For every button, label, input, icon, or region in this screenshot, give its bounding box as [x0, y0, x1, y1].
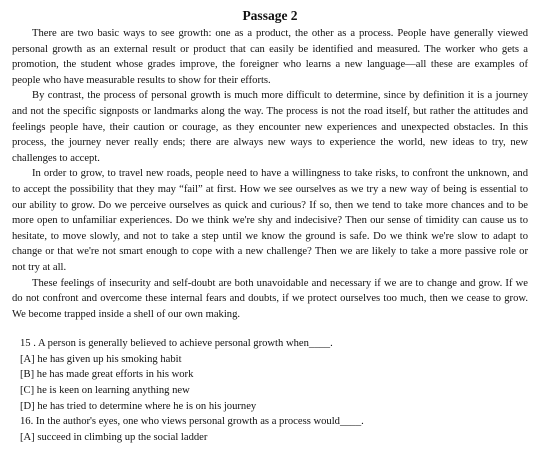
paragraph: There are two basic ways to see growth: one as a product, the other as a process. People have generally viewed personal growth as an external result or product that can easily be identified and measured. The worker who gets a promotion, the student whose grades improve, the foreigner who learns a new language—all these are examples of people who have measurable results to show for their efforts.: [12, 28, 528, 86]
paragraph: In order to grow, to travel new roads, people need to have a willingness to take risks, to confront the unknown, and to accept the possibility that they may “fail” at first. How we see ourselves as we try a new way of being is essential to our ability to grow. Do we perceive ourselves as quick and curious? If so, then we tend to take more chances and to be more open to unfamiliar experiences. Do we think we're shy and indecisive? Then our sense of timidity can cause us to hesitate, to move slowly, and not to take a step until we know the ground is safe. Do we think we're slow to adapt to change or that we're not smart enough to cope with a new challenge? Then we are likely to take a more passive role or not try at all.: [12, 168, 528, 273]
passage-title: Passage 2: [242, 8, 298, 23]
passage-body: [12, 26, 528, 322]
question-16-stem: 16. In the author's eyes, one who views personal growth as a process would____.: [20, 416, 364, 428]
question-16-option-a[interactable]: [A] succeed in climbing up the social ladder: [20, 431, 208, 443]
question-list: [12, 336, 528, 445]
question-15-option-b[interactable]: [B] he has made great efforts in his work: [20, 369, 194, 381]
question-15-option-d[interactable]: [D] he has tried to determine where he is on his journey: [20, 400, 257, 412]
question-15-option-c[interactable]: [C] he is keen on learning anything new: [20, 385, 190, 397]
paragraph: By contrast, the process of personal growth is much more difficult to determine, since by definition it is a journey and not the specific signposts or landmarks along the way. The process is not the road itself, but rather the attitudes and feelings people have, their caution or courage, as they encounter new experiences and unexpected obstacles. In this process, the journey never really ends; there are always new ways to experience the world, new ideas to try, new challenges to accept.: [12, 90, 528, 164]
question-15-option-a[interactable]: [A] he has given up his smoking habit: [20, 353, 182, 365]
question-15-stem: 15 . A person is generally believed to achieve personal growth when____.: [20, 338, 333, 350]
paragraph: These feelings of insecurity and self-doubt are both unavoidable and necessary if we are to change and grow. If we do not confront and overcome these internal fears and doubts, if we protect ourselves too much, then we cease to grow. We become trapped inside a shell of our own making.: [12, 277, 528, 320]
